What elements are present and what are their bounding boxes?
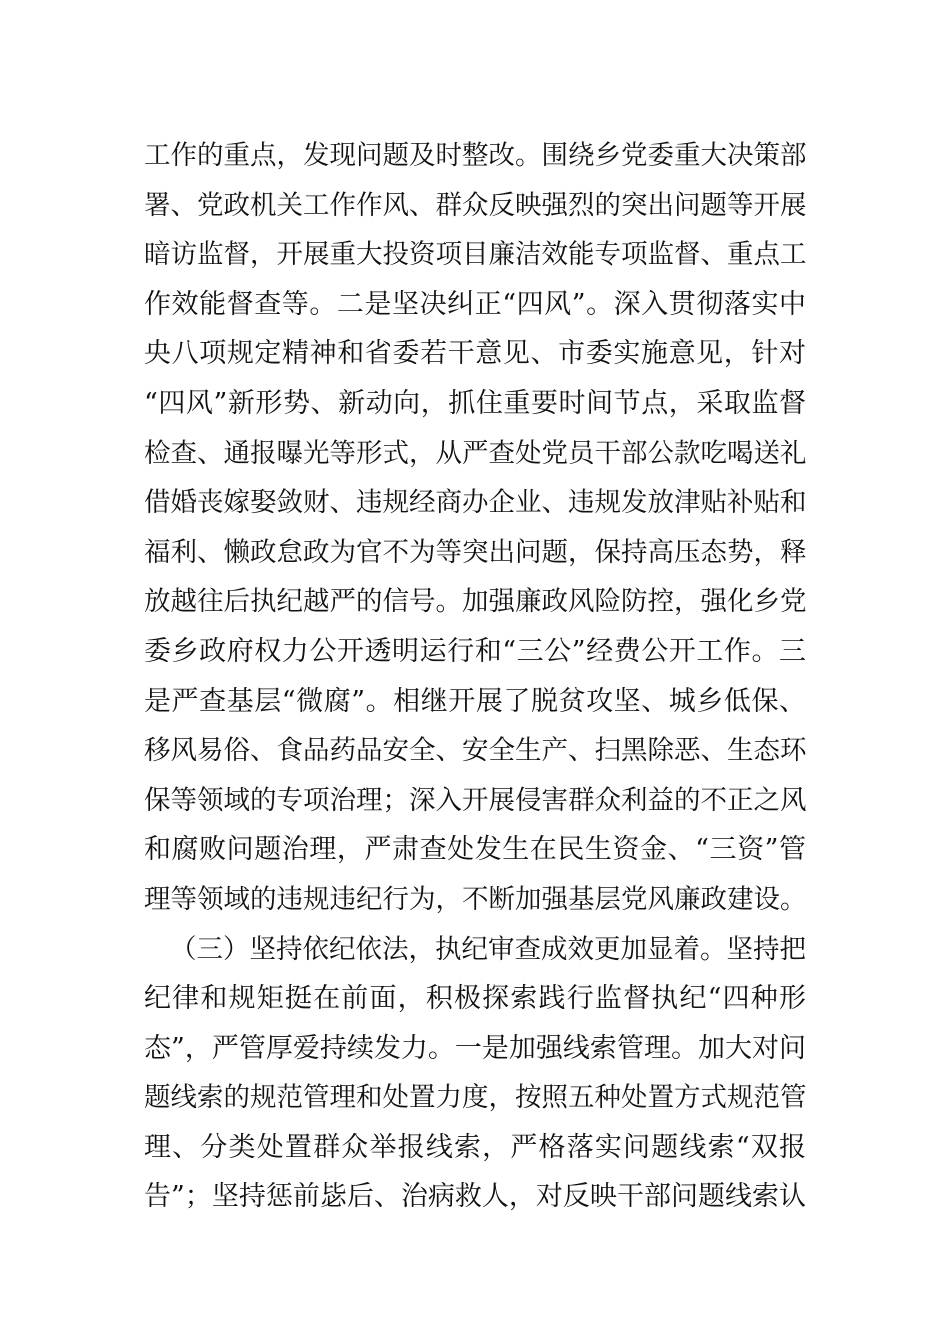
text-line: 保等领域的专项治理；深入开展侵害群众利益的不正之风 <box>144 784 807 816</box>
text-line: 放越往后执纪越严的信号。加强廉政风险防控，强化乡党 <box>144 586 807 618</box>
text-line: 题线索的规范管理和处置力度，按照五种处置方式规范管 <box>144 1082 807 1114</box>
text-line: 借婚丧嫁娶敛财、违规经商办企业、违规发放津贴补贴和 <box>144 487 807 519</box>
text-line: 作效能督查等。二是坚决纠正“四风”。深入贯彻落实中 <box>144 288 806 320</box>
text-line: 央八项规定精神和省委若干意见、市委实施意见，针对 <box>144 338 806 370</box>
text-line: 工作的重点，发现问题及时整改。围绕乡党委重大决策部 <box>144 140 807 171</box>
section-heading-line: （三）坚持依纪依法，执纪审查成效更加显着。坚持把 <box>170 933 806 965</box>
text-line: 移风易俗、食品药品安全、安全生产、扫黑除恶、生态环 <box>144 735 807 767</box>
body-text <box>144 131 806 1222</box>
text-line: 和腐败问题治理，严肃查处发生在民生资金、“三资”管 <box>144 834 806 866</box>
text-line: 福利、懒政怠政为官不为等突出问题，保持高压态势，释 <box>144 536 807 568</box>
text-line: 纪律和规矩挺在前面，积极探索践行监督执纪“四种形 <box>144 983 806 1015</box>
text-line: 理、分类处置群众举报线索，严格落实问题线索“双报 <box>144 1131 806 1163</box>
paragraph-end-line: 理等领域的违规违纪行为，不断加强基层党风廉政建设。 <box>144 883 807 915</box>
text-line: 态”，严管厚爱持续发力。一是加强线索管理。加大对问 <box>144 1032 806 1064</box>
text-line: 是严查基层“微腐”。相继开展了脱贫攻坚、城乡低保、 <box>144 685 806 717</box>
text-line: 暗访监督，开展重大投资项目廉洁效能专项监督、重点工 <box>144 239 807 271</box>
text-line: 检查、通报曝光等形式，从严查处党员干部公款吃喝送礼 <box>144 437 807 469</box>
text-line: “四风”新形势、新动向，抓住重要时间节点，采取监督 <box>144 387 806 419</box>
text-line: 告”；坚持惩前毖后、治病救人，对反映干部问题线索认 <box>144 1181 806 1213</box>
text-line: 署、党政机关工作作风、群众反映强烈的突出问题等开展 <box>144 189 807 221</box>
text-line: 委乡政府权力公开透明运行和“三公”经费公开工作。三 <box>144 635 806 667</box>
